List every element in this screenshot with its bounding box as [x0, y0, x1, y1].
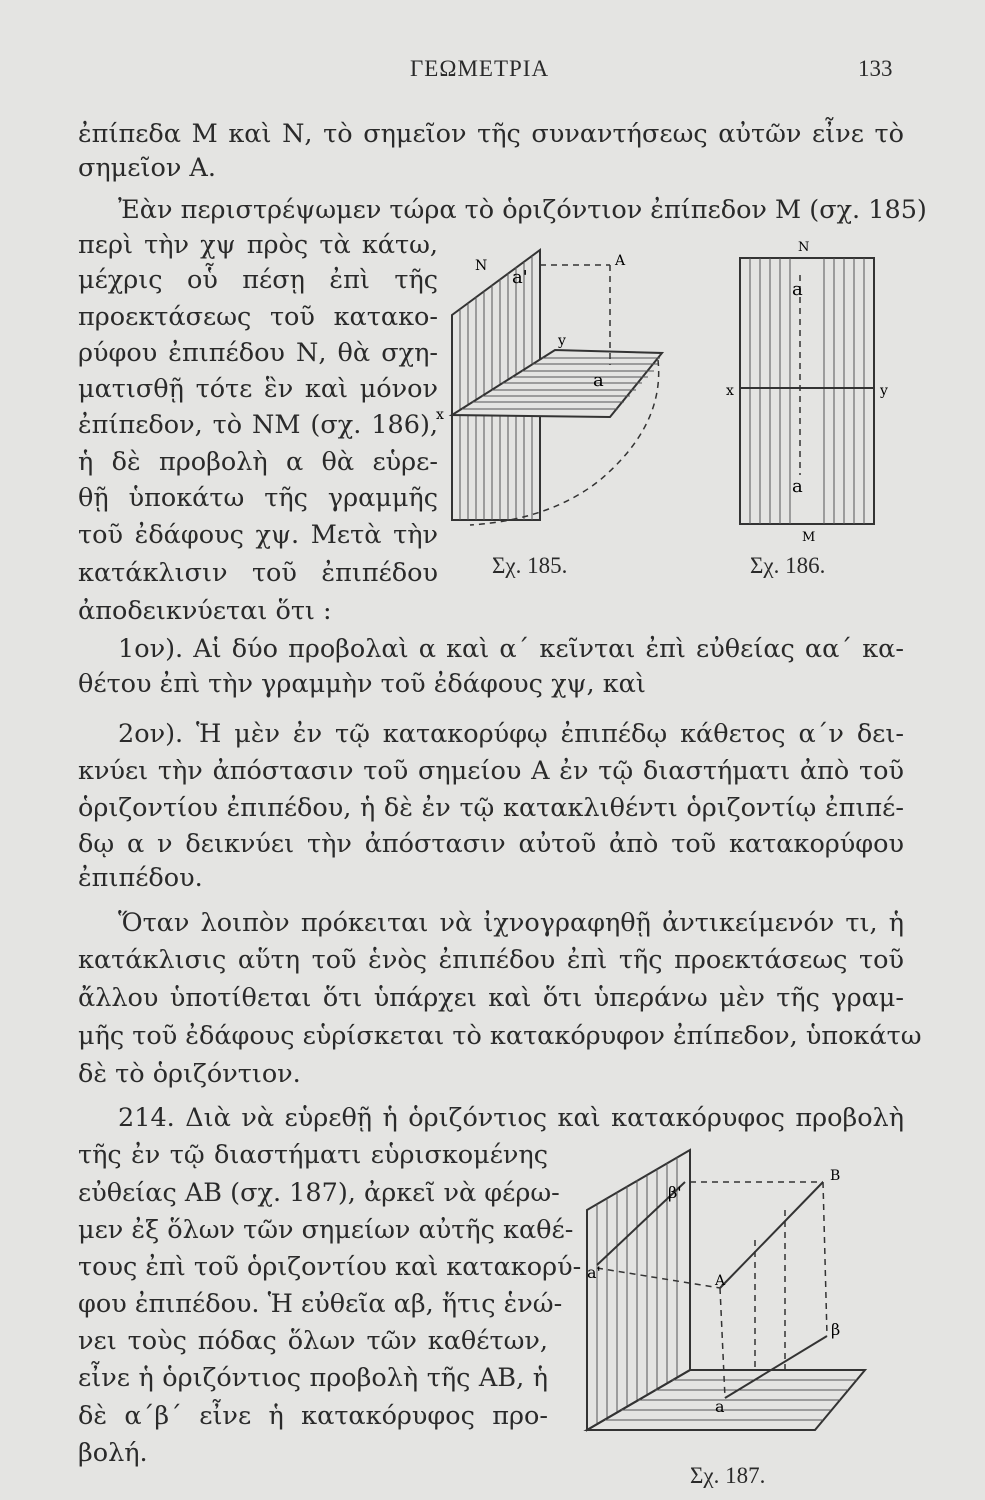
text-line: τῆς ἐν τῷ διαστήματι εὑρισκομένης — [78, 1140, 548, 1170]
text-line: δῳ α ν δεικνύει τὴν ἀπόστασιν αὐτοῦ ἀπὸ τοῦ κατακορύφου — [78, 829, 904, 859]
label-a-point: A — [715, 1273, 726, 1289]
figure-186 — [720, 235, 905, 555]
line-ab — [720, 1182, 823, 1288]
text-line: ὁριζοντίου ἐπιπέδου, ἡ δὲ ἐν τῷ κατακλιθέντι ὁριζοντίῳ ἐπιπέ- — [78, 793, 904, 823]
text-line: ρύφου ἐπιπέδου Ν, θὰ σχη- — [78, 338, 438, 368]
text-line: θῇ ὑποκάτω τῆς γραμμῆς — [78, 483, 438, 513]
figure-186-caption: Σχ. 186. — [750, 553, 826, 578]
label-x: x — [436, 407, 444, 423]
label-a: a — [792, 476, 803, 497]
text-line: εὐθείας ΑΒ (σχ. 187), ἀρκεῖ νὰ φέρω- — [78, 1178, 560, 1208]
label-b-point: B — [830, 1168, 841, 1184]
figure-185 — [430, 235, 690, 555]
figure-187 — [565, 1140, 885, 1460]
label-a-point: A — [615, 253, 626, 269]
running-header-title: ΓΕΩΜΕΤΡΙΑ — [410, 56, 550, 81]
text-line: μῆς τοῦ ἐδάφους εὑρίσκεται τὸ κατακόρυφον ἐπίπεδον, ὑποκάτω — [78, 1021, 922, 1051]
text-line: μεν ἐξ ὅλων τῶν σημείων αὐτῆς καθέ- — [78, 1215, 574, 1245]
text-line: περὶ τὴν χψ πρὸς τὰ κάτω, — [78, 230, 438, 260]
label-y: y — [558, 333, 566, 349]
text-line: θέτου ἐπὶ τὴν γραμμὴν τοῦ ἐδάφους χψ, καὶ — [78, 669, 646, 699]
text-line: σημεῖον Α. — [78, 153, 216, 183]
label-a-prime: a' — [587, 1263, 601, 1282]
text-line: ἐπιπέδου. — [78, 863, 203, 893]
label-a-prime: a' — [512, 267, 528, 288]
label-b: β — [831, 1320, 841, 1339]
text-line: προεκτάσεως τοῦ κατακο- — [78, 302, 438, 332]
text-line: Ὅταν λοιπὸν πρόκειται νὰ ἰχνογραφηθῇ ἀντικείμενόν τι, ἡ — [118, 908, 904, 938]
text-line: κατάκλισιν τοῦ ἐπιπέδου — [78, 558, 438, 588]
figure-185-caption: Σχ. 185. — [492, 553, 568, 578]
label-b-prime: β' — [668, 1183, 682, 1202]
text-line: κνύει τὴν ἀπόστασιν τοῦ σημείου Α ἐν τῷ διαστήματι ἀπὸ τοῦ — [78, 756, 904, 786]
text-line: Ἐὰν περιστρέψωμεν τώρα τὸ ὁριζόντιον ἐπίπεδον Μ (σχ. 185) — [118, 195, 927, 225]
label-x: x — [726, 383, 734, 399]
page-number: 133 — [858, 56, 893, 81]
text-line: 2ον). Ἡ μὲν ἐν τῷ κατακορύφῳ ἐπιπέδῳ κάθετος α΄ν δει- — [118, 719, 904, 749]
text-line: ἐπίπεδα Μ καὶ Ν, τὸ σημεῖον τῆς συναντήσεως αὐτῶν εἶνε τὸ — [78, 119, 904, 149]
label-a: a — [715, 1397, 725, 1416]
figure-187-caption: Σχ. 187. — [690, 1463, 766, 1488]
text-line: δὲ α΄β΄ εἶνε ἡ κατακόρυφος προ- — [78, 1401, 548, 1431]
text-line: 1ον). Αἱ δύο προβολαὶ α καὶ α΄ κεῖνται ἐπὶ εὐθείας αα΄ κα- — [118, 634, 904, 664]
label-a: a — [593, 370, 604, 391]
text-line: ἀποδεικνύεται ὅτι : — [78, 596, 332, 626]
label-m: M — [802, 530, 816, 545]
text-line: ἄλλου ὑποτίθεται ὅτι ὑπάρχει καὶ ὅτι ὑπεράνω μὲν τῆς γραμ- — [78, 983, 904, 1013]
projection-horizontal — [725, 1336, 827, 1398]
text-line: εἶνε ἡ ὁριζόντιος προβολὴ τῆς ΑΒ, ἡ — [78, 1363, 548, 1393]
label-n: N — [798, 240, 810, 255]
text-line: τους ἐπὶ τοῦ ὁριζοντίου καὶ κατακορύ- — [78, 1252, 582, 1282]
text-line: νει τοὺς πόδας ὅλων τῶν καθέτων, — [78, 1326, 548, 1356]
text-line: μέχρις οὗ πέσῃ ἐπὶ τῆς — [78, 265, 438, 295]
label-n: N — [475, 258, 488, 274]
text-line: ματισθῇ τότε ἓν καὶ μόνον — [78, 374, 438, 404]
text-line: βολή. — [78, 1438, 148, 1468]
text-line: δὲ τὸ ὁριζόντιον. — [78, 1059, 301, 1089]
text-line: 214. Διὰ νὰ εὑρεθῇ ἡ ὁριζόντιος καὶ κατακόρυφος προβολὴ — [118, 1103, 904, 1133]
text-line: κατάκλισις αὕτη τοῦ ἑνὸς ἐπιπέδου ἐπὶ τῆς προεκτάσεως τοῦ — [78, 945, 904, 975]
text-line: ἐπίπεδον, τὸ ΝΜ (σχ. 186), — [78, 410, 438, 440]
label-a-prime: a — [792, 279, 803, 300]
label-y: y — [880, 383, 888, 399]
text-line: ἡ δὲ προβολὴ α θὰ εὑρε- — [78, 447, 438, 477]
text-line: φου ἐπιπέδου. Ἡ εὐθεῖα αβ, ἥτις ἑνώ- — [78, 1289, 563, 1319]
text-line: τοῦ ἐδάφους χψ. Μετὰ τὴν — [78, 520, 438, 550]
